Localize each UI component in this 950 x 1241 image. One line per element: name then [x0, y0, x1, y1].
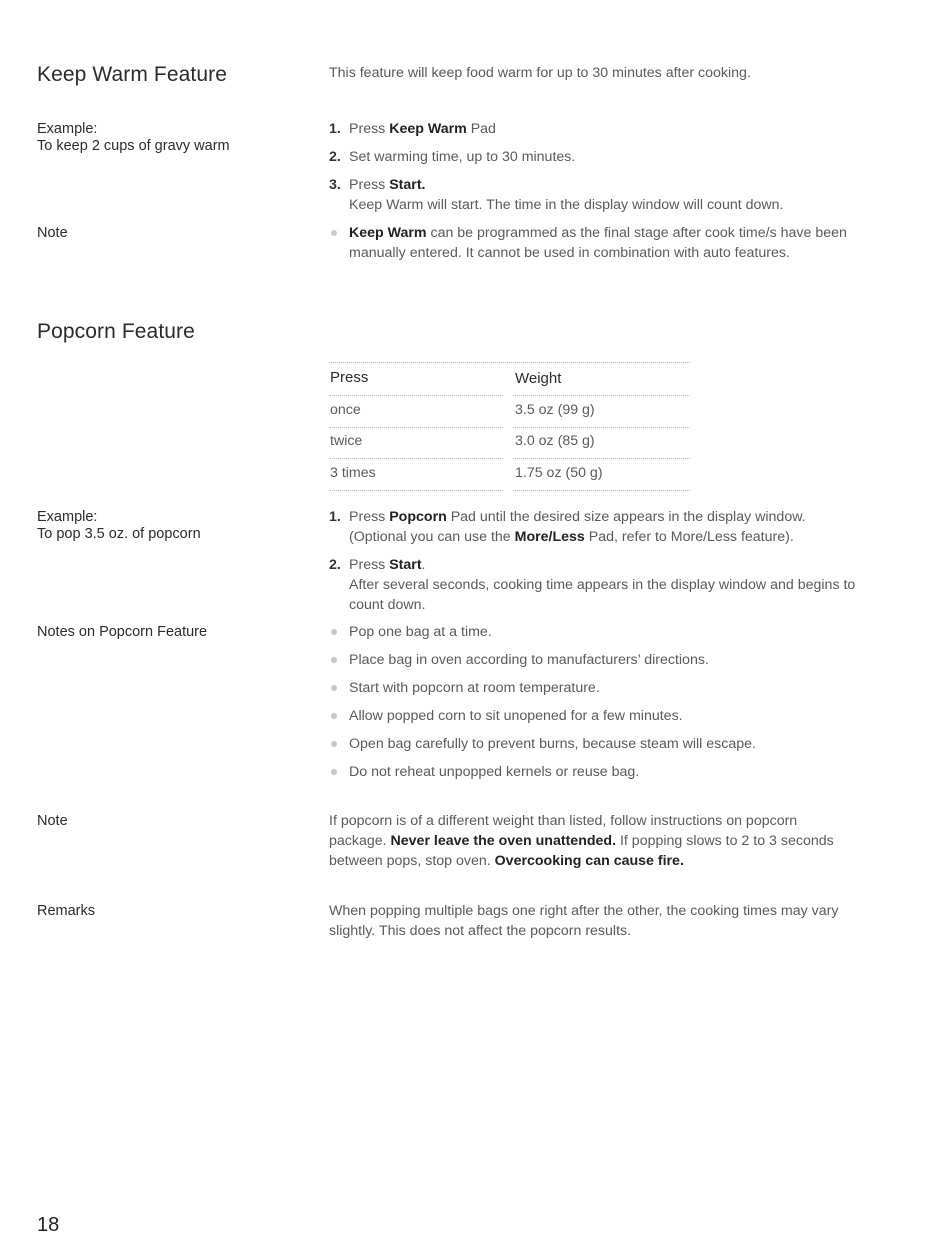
- popcorn-remarks-label: Remarks: [37, 903, 96, 919]
- step-text: Set warming time, up to 30 minutes.: [349, 149, 576, 165]
- popcorn-step-2-detail-1: After several seconds, cooking time appears in the display window and begins to: [349, 577, 856, 593]
- table-rule: [329, 362, 690, 363]
- table-rule: [329, 427, 503, 428]
- bullet-icon: [331, 713, 337, 719]
- popcorn-note-line-2: package. Never leave the oven unattended. If popping slows to 2 to 3 seconds: [329, 833, 834, 849]
- bullet-text: Start with popcorn at room temperature.: [349, 680, 600, 696]
- table-header-press: Press: [330, 369, 369, 386]
- step-number: 2.: [329, 557, 341, 573]
- popcorn-note-label: Note: [37, 813, 68, 829]
- keep-warm-note-line-2: manually entered. It cannot be used in combination with auto features.: [349, 245, 790, 261]
- table-rule: [513, 427, 690, 428]
- table-rule: [513, 490, 690, 491]
- popcorn-step-2-detail-2: count down.: [349, 597, 426, 613]
- popcorn-remarks-line-1: When popping multiple bags one right after the other, the cooking times may vary: [329, 903, 839, 919]
- step-text: Press Popcorn Pad until the desired size appears in the display window.: [349, 509, 806, 525]
- table-cell: twice: [330, 433, 363, 449]
- table-header-weight: Weight: [515, 370, 562, 387]
- table-cell: 3.0 oz (85 g): [515, 433, 595, 449]
- keep-warm-example-label: Example:: [37, 121, 98, 137]
- step-number: 3.: [329, 177, 341, 193]
- table-cell: once: [330, 402, 361, 418]
- popcorn-notes-label: Notes on Popcorn Feature: [37, 624, 208, 640]
- table-cell: 3.5 oz (99 g): [515, 402, 595, 418]
- bullet-icon: [331, 629, 337, 635]
- bullet-icon: [331, 657, 337, 663]
- bullet-text: Open bag carefully to prevent burns, because steam will escape.: [349, 736, 756, 752]
- bullet-text: Keep Warm can be programmed as the final stage after cook time/s have been: [349, 225, 847, 241]
- step-text: Press Keep Warm Pad: [349, 121, 496, 137]
- step-number: 1.: [329, 121, 341, 137]
- bullet-icon: [331, 230, 337, 236]
- bullet-text: Pop one bag at a time.: [349, 624, 492, 640]
- table-rule: [329, 458, 503, 459]
- keep-warm-title: Keep Warm Feature: [37, 63, 227, 86]
- table-rule: [329, 395, 503, 396]
- bullet-icon: [331, 685, 337, 691]
- table-rule: [513, 395, 690, 396]
- bullet-text: Allow popped corn to sit unopened for a few minutes.: [349, 708, 683, 724]
- keep-warm-note-label: Note: [37, 225, 68, 241]
- popcorn-note-line-1: If popcorn is of a different weight than listed, follow instructions on popcorn: [329, 813, 798, 829]
- popcorn-title: Popcorn Feature: [37, 320, 195, 343]
- step-text: Press Start.: [349, 557, 426, 573]
- step-number: 1.: [329, 509, 341, 525]
- step-text: Press Start.: [349, 177, 426, 193]
- page-number: 18: [37, 1214, 60, 1236]
- table-cell: 1.75 oz (50 g): [515, 465, 603, 481]
- popcorn-example-text: To pop 3.5 oz. of popcorn: [37, 526, 201, 542]
- popcorn-note-line-3: between pops, stop oven. Overcooking can cause fire.: [329, 853, 684, 869]
- keep-warm-step-3-detail: Keep Warm will start. The time in the display window will count down.: [349, 197, 784, 213]
- table-rule: [513, 458, 690, 459]
- table-rule: [329, 490, 503, 491]
- bullet-text: Place bag in oven according to manufacturers’ directions.: [349, 652, 709, 668]
- keep-warm-intro: This feature will keep food warm for up to 30 minutes after cooking.: [329, 65, 751, 81]
- bullet-icon: [331, 741, 337, 747]
- table-cell: 3 times: [330, 465, 376, 481]
- keep-warm-example-text: To keep 2 cups of gravy warm: [37, 138, 230, 154]
- popcorn-example-label: Example:: [37, 509, 98, 525]
- bullet-text: Do not reheat unpopped kernels or reuse bag.: [349, 764, 640, 780]
- popcorn-step-1-line-2: (Optional you can use the More/Less Pad, refer to More/Less feature).: [349, 529, 794, 545]
- bullet-icon: [331, 769, 337, 775]
- step-number: 2.: [329, 149, 341, 165]
- popcorn-remarks-line-2: slightly. This does not affect the popcorn results.: [329, 923, 632, 939]
